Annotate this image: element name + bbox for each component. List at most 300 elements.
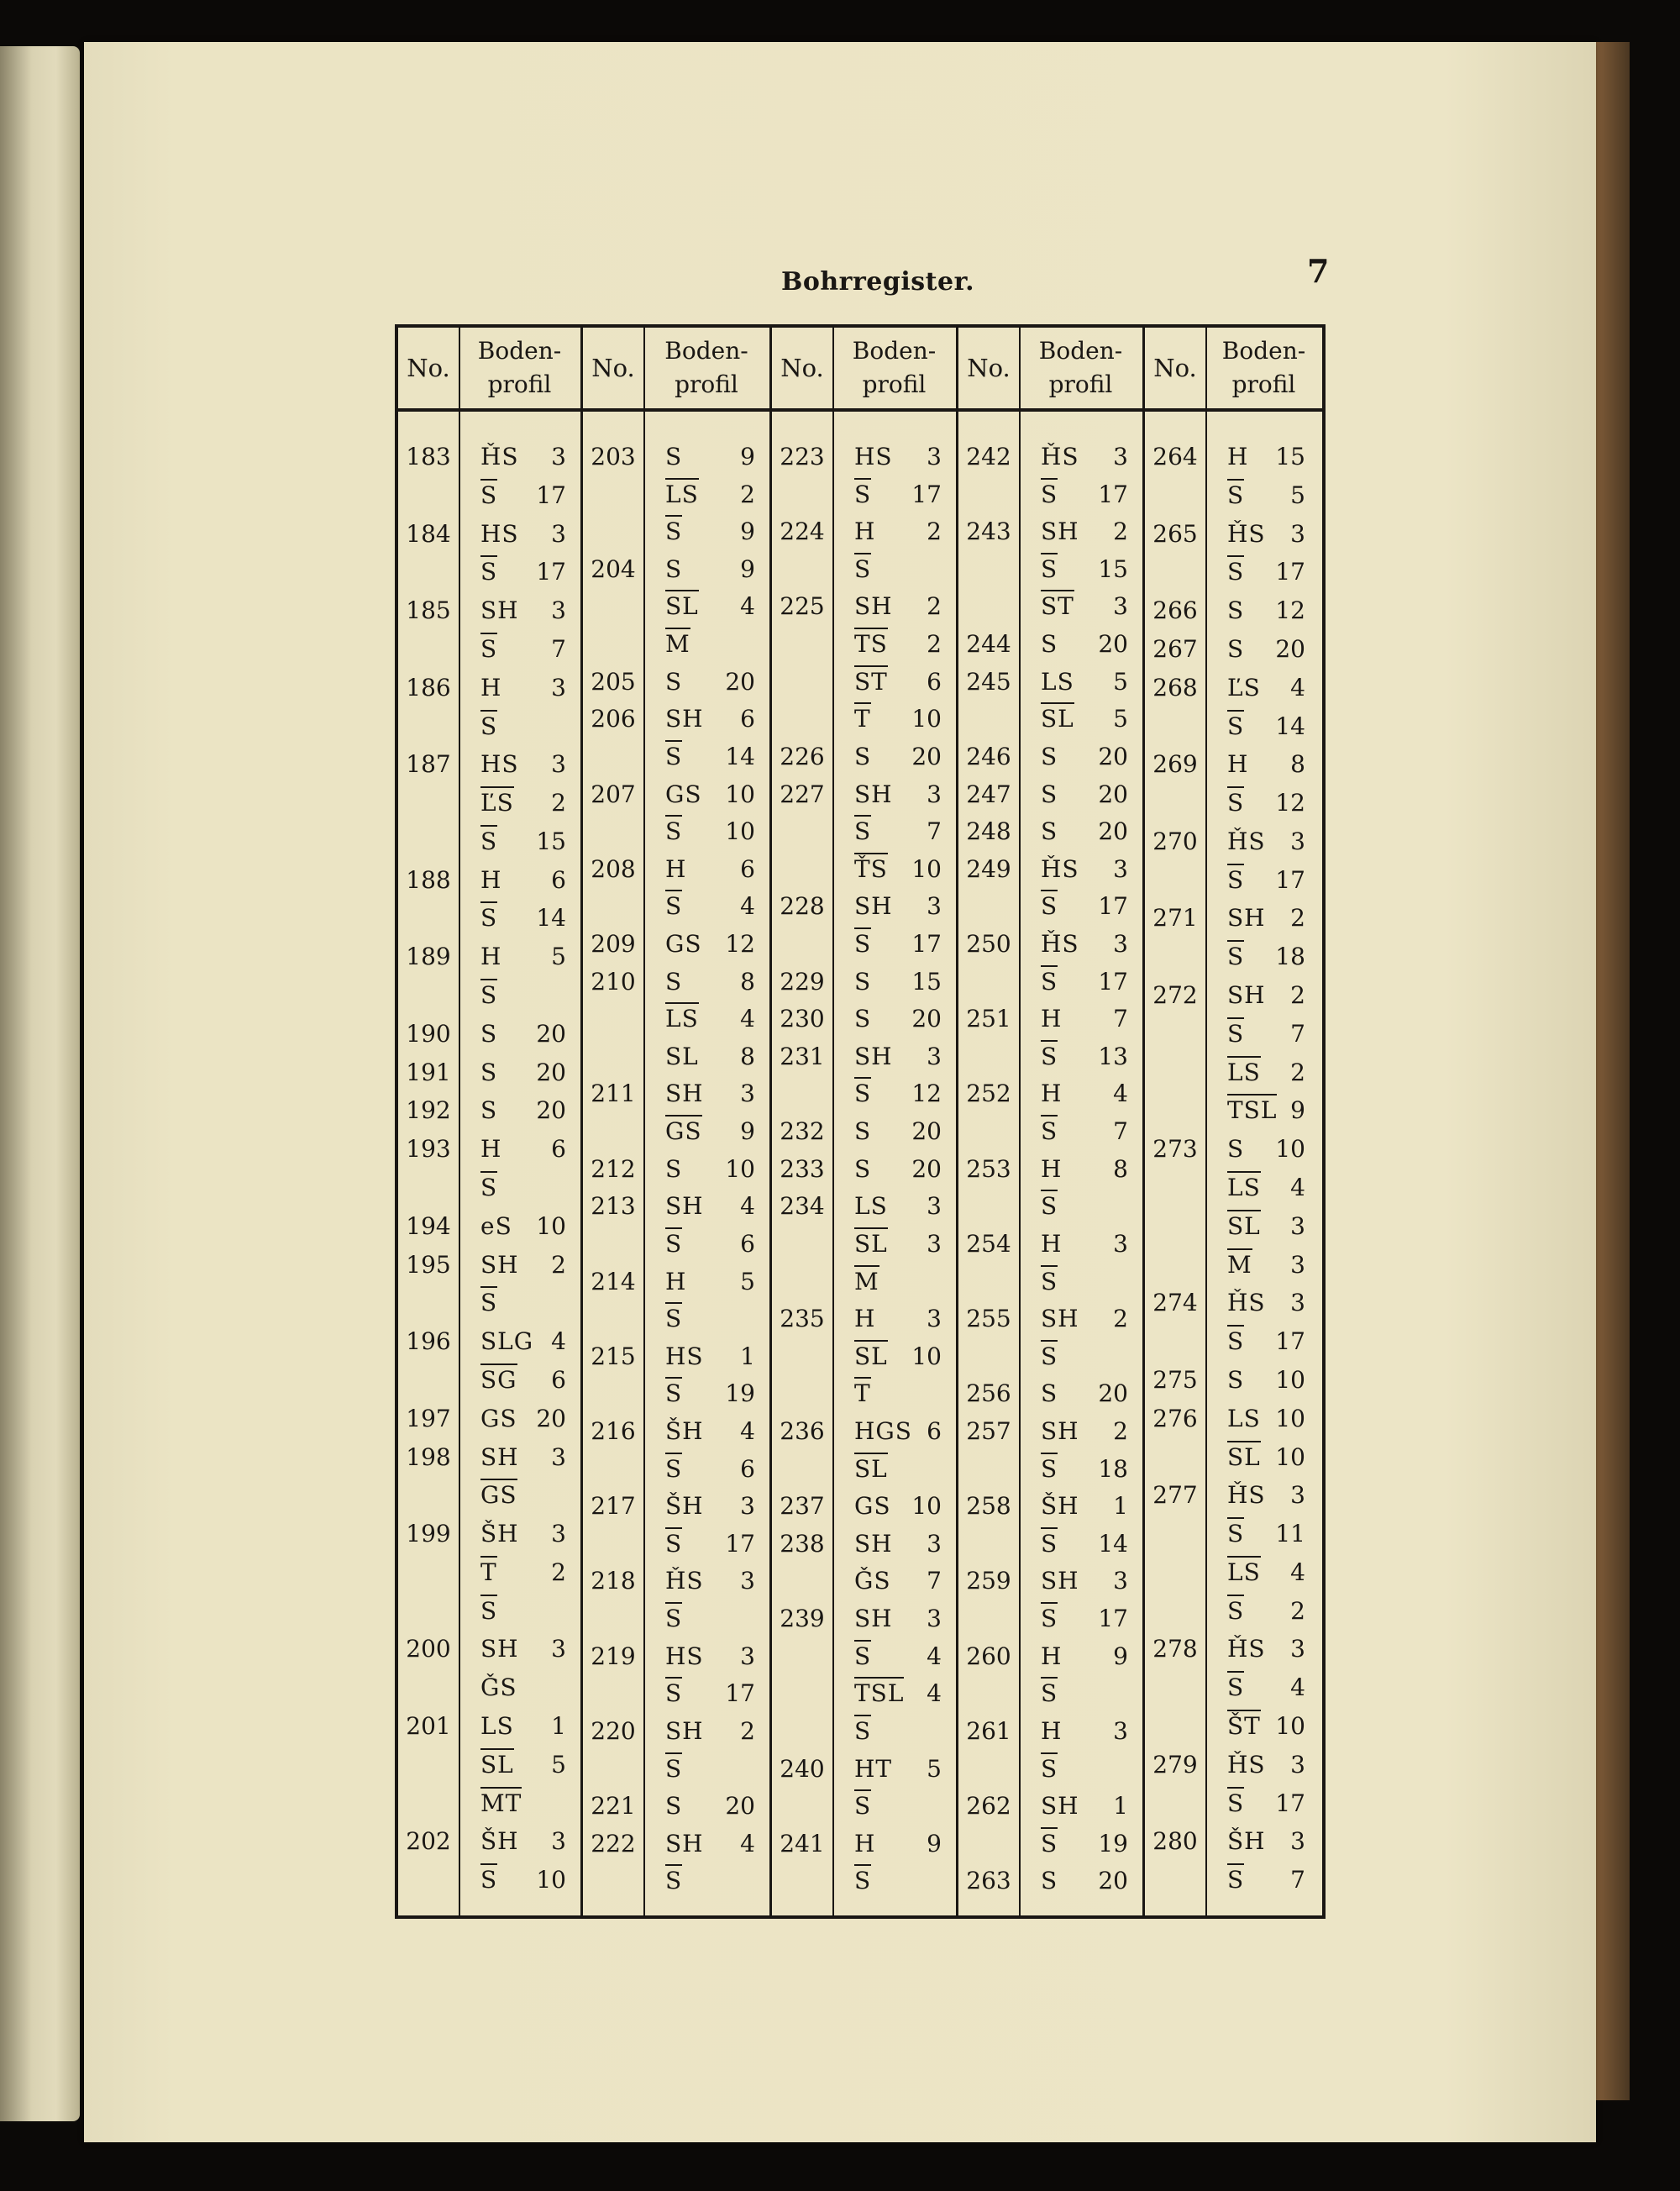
boring-number: 198 <box>406 1442 451 1471</box>
soil-code: S <box>665 1453 682 1484</box>
layer-thickness: 3 <box>740 1642 755 1670</box>
soil-code: S <box>854 1864 871 1896</box>
boring-number: 206 <box>591 705 636 733</box>
layer-thickness: 20 <box>911 1154 942 1183</box>
layer-thickness: 20 <box>536 1019 566 1048</box>
soil-code: S <box>1227 864 1244 896</box>
soil-code: S <box>1041 1527 1058 1559</box>
layer-thickness: 17 <box>536 481 566 509</box>
soil-profile-entry <box>1041 628 1128 661</box>
soil-code: S <box>1041 817 1058 846</box>
boring-number: 211 <box>591 1080 636 1108</box>
boring-number: 186 <box>406 673 451 701</box>
soil-profile-entry <box>480 901 566 935</box>
layer-thickness: 3 <box>740 1567 755 1595</box>
layer-thickness: 10 <box>911 1492 942 1521</box>
soil-code: H <box>665 854 687 883</box>
boring-number: 259 <box>966 1567 1011 1595</box>
layer-thickness: 3 <box>927 1229 942 1258</box>
layer-thickness: 3 <box>927 443 942 470</box>
soil-code: H <box>1041 1716 1063 1745</box>
soil-code: S <box>665 1302 682 1334</box>
soil-code: SL <box>854 1453 888 1484</box>
boring-number: 196 <box>406 1327 451 1356</box>
soil-code: SH <box>854 592 893 621</box>
header-boden-label: Boden- <box>477 337 562 365</box>
soil-profile-entry <box>665 1227 755 1261</box>
soil-code: HS <box>665 1342 704 1370</box>
soil-code: S <box>480 479 497 511</box>
boring-number: 214 <box>591 1267 636 1295</box>
layer-thickness: 20 <box>1098 742 1128 770</box>
layer-thickness: 20 <box>1098 817 1128 846</box>
soil-code: ȞS <box>1227 1635 1266 1663</box>
soil-profile-entry <box>480 1248 566 1282</box>
soil-code: S <box>665 554 683 583</box>
soil-profile-entry <box>1041 1040 1128 1074</box>
header-profil-label: profil <box>1231 370 1296 398</box>
layer-thickness: 3 <box>927 1305 942 1333</box>
layer-thickness: 12 <box>911 1080 942 1108</box>
layer-thickness: 2 <box>1290 904 1305 933</box>
soil-profile-entry <box>1041 553 1128 586</box>
soil-code: ȞS <box>1041 854 1079 883</box>
soil-code: S <box>1227 786 1244 818</box>
soil-profile-entry <box>1227 1748 1305 1782</box>
soil-code: ȞS <box>1227 1750 1266 1779</box>
soil-profile-entry <box>480 1132 566 1166</box>
soil-profile-entry <box>1041 1377 1128 1411</box>
soil-code: SH <box>480 596 519 625</box>
header-bodenprofil <box>1205 328 1322 408</box>
layer-thickness: 2 <box>1290 1596 1305 1625</box>
boring-number: 251 <box>966 1005 1011 1033</box>
soil-profile-entry <box>480 1825 566 1858</box>
boring-number: 240 <box>780 1754 825 1783</box>
layer-thickness: 10 <box>911 854 942 883</box>
layer-thickness: 6 <box>740 1454 755 1483</box>
header-profil-label: profil <box>675 370 738 398</box>
layer-thickness: 14 <box>1098 1529 1128 1558</box>
soil-code: T <box>854 702 871 734</box>
soil-profile-entry <box>665 1190 755 1223</box>
layer-thickness: 4 <box>1290 1673 1305 1702</box>
boring-number: 241 <box>780 1829 825 1857</box>
soil-profile-entry <box>480 979 566 1012</box>
header-boden-label: Boden- <box>1221 337 1306 365</box>
soil-code: S <box>480 825 497 857</box>
layer-thickness: 2 <box>1113 518 1128 546</box>
soil-code: S <box>1227 1863 1244 1895</box>
layer-thickness: 1 <box>1113 1792 1128 1821</box>
boring-number: 272 <box>1152 981 1198 1010</box>
soil-code: S <box>1041 1677 1058 1709</box>
soil-profile-entry <box>854 1640 942 1673</box>
layer-thickness: 3 <box>1113 1567 1128 1595</box>
soil-code: S <box>1227 1595 1244 1626</box>
layer-thickness: 10 <box>1275 1135 1305 1164</box>
register-column-block <box>772 328 958 1915</box>
soil-code: ȞS <box>1227 1289 1266 1317</box>
layer-thickness: 6 <box>551 1135 566 1164</box>
soil-profile-entry <box>1227 1325 1305 1358</box>
layer-thickness: 17 <box>536 558 566 586</box>
soil-code: S <box>1227 596 1245 625</box>
boring-number: 244 <box>966 630 1011 659</box>
soil-profile-entry <box>665 1415 755 1448</box>
header-boden-label: Boden- <box>1038 337 1123 365</box>
soil-code: SH <box>1041 1305 1079 1333</box>
soil-profile-entry <box>854 1002 942 1036</box>
soil-code: H <box>854 518 876 546</box>
soil-code: ŠH <box>665 1417 704 1445</box>
soil-code: H <box>1227 443 1249 470</box>
soil-code: S <box>854 553 871 585</box>
soil-profile-entry <box>1041 1490 1128 1523</box>
soil-code: S <box>665 967 683 996</box>
soil-code: SL <box>665 590 699 622</box>
soil-profile-entry <box>665 1527 755 1561</box>
column-body <box>1145 412 1322 1915</box>
soil-profile-entry <box>1227 1825 1305 1858</box>
soil-code: S <box>665 1227 682 1259</box>
layer-thickness: 3 <box>927 1192 942 1221</box>
boring-number: 271 <box>1152 904 1198 933</box>
layer-thickness: 17 <box>725 1529 755 1558</box>
soil-profile-entry <box>665 702 755 736</box>
soil-profile-entry <box>665 553 755 586</box>
soil-code: S <box>665 815 682 847</box>
layer-thickness: 3 <box>1290 827 1305 855</box>
soil-profile-entry <box>854 1453 942 1486</box>
layer-thickness: 10 <box>725 817 755 846</box>
layer-thickness: 7 <box>927 817 942 846</box>
soil-profile-entry <box>1041 1640 1128 1673</box>
soil-profile-entry <box>665 1490 755 1523</box>
soil-code: H <box>1041 1642 1063 1670</box>
layer-thickness: 17 <box>1275 865 1305 894</box>
soil-code: S <box>1041 478 1058 510</box>
soil-profile-entry <box>480 1094 566 1127</box>
boring-number: 253 <box>966 1154 1011 1183</box>
boring-number: 199 <box>406 1520 451 1548</box>
soil-profile-entry <box>665 1789 755 1823</box>
boring-number: 209 <box>591 930 636 958</box>
soil-profile-entry <box>854 702 942 736</box>
soil-code: S <box>480 555 497 587</box>
document-page <box>84 42 1596 2142</box>
layer-thickness: 10 <box>725 780 755 808</box>
soil-code: S <box>854 1789 871 1821</box>
layer-thickness: 20 <box>1098 1867 1128 1895</box>
layer-thickness: 17 <box>911 480 942 508</box>
soil-profile-entry <box>1041 1677 1128 1710</box>
layer-thickness: 3 <box>551 673 566 701</box>
soil-code: S <box>1041 1752 1058 1784</box>
layer-thickness: 18 <box>1275 943 1305 971</box>
soil-profile-entry <box>665 1827 755 1861</box>
soil-code: SH <box>1041 518 1079 546</box>
boring-number: 261 <box>966 1716 1011 1745</box>
header-no: No. <box>967 354 1011 382</box>
soil-code: S <box>665 515 682 547</box>
soil-profile-entry <box>854 1602 942 1636</box>
soil-code: ȞS <box>1041 443 1079 470</box>
soil-code: S <box>854 1117 872 1146</box>
boring-number: 242 <box>966 443 1011 470</box>
layer-thickness: 1 <box>551 1712 566 1741</box>
soil-profile-entry <box>480 825 566 859</box>
layer-thickness: 2 <box>927 630 942 659</box>
boring-number: 260 <box>966 1642 1011 1670</box>
boring-number: 243 <box>966 518 1011 546</box>
boring-number: 208 <box>591 854 636 883</box>
soil-profile-entry <box>665 890 755 923</box>
boring-number: 201 <box>406 1712 451 1741</box>
soil-profile-entry <box>1041 778 1128 812</box>
boring-number: 183 <box>406 443 451 470</box>
boring-number: 269 <box>1152 750 1198 779</box>
boring-number: 277 <box>1152 1481 1198 1510</box>
soil-code: S <box>1041 1379 1058 1408</box>
layer-thickness: 2 <box>927 518 942 546</box>
soil-code: S <box>1041 1602 1058 1634</box>
layer-thickness: 3 <box>1113 1229 1128 1258</box>
soil-profile-entry <box>854 740 942 774</box>
soil-profile-entry <box>1227 594 1305 628</box>
soil-profile-entry <box>854 1827 942 1861</box>
layer-thickness: 5 <box>1113 667 1128 696</box>
soil-profile-entry <box>854 628 942 661</box>
soil-profile-entry <box>1041 1752 1128 1786</box>
soil-profile-entry <box>1041 1302 1128 1336</box>
layer-thickness: 17 <box>911 930 942 958</box>
layer-thickness: 3 <box>927 780 942 808</box>
boring-number: 212 <box>591 1154 636 1183</box>
boring-number: 205 <box>591 667 636 696</box>
soil-code: SG <box>480 1363 517 1395</box>
soil-code: S <box>665 1527 682 1559</box>
layer-thickness: 6 <box>551 865 566 894</box>
soil-profile-entry <box>854 1265 942 1299</box>
soil-code: S <box>665 1864 682 1896</box>
soil-profile-entry <box>1041 665 1128 699</box>
soil-profile-entry <box>1041 1153 1128 1186</box>
layer-thickness: 9 <box>740 518 755 546</box>
soil-profile-entry <box>1227 940 1305 974</box>
soil-code: S <box>1041 1867 1058 1895</box>
layer-thickness: 3 <box>1113 1716 1128 1745</box>
layer-thickness: 4 <box>927 1679 942 1708</box>
layer-thickness: 6 <box>740 1229 755 1258</box>
soil-code: S <box>1041 780 1058 808</box>
soil-code: ǦS <box>854 1567 891 1595</box>
soil-code: S <box>665 1792 683 1821</box>
soil-code: SL <box>1227 1441 1261 1473</box>
soil-profile-entry <box>480 518 566 551</box>
layer-thickness: 3 <box>551 1827 566 1856</box>
soil-code: ŠH <box>480 1520 519 1548</box>
layer-thickness: 20 <box>1098 1379 1128 1408</box>
soil-code: GS <box>480 1479 517 1511</box>
layer-thickness: 10 <box>1275 1712 1305 1741</box>
column-body <box>583 412 769 1915</box>
boring-number: 192 <box>406 1096 451 1125</box>
page-title: Bohrregister. <box>781 267 975 297</box>
boring-number: 236 <box>780 1417 825 1445</box>
soil-profile-entry <box>665 1752 755 1786</box>
layer-thickness: 8 <box>740 967 755 996</box>
soil-code: SL <box>1227 1210 1261 1242</box>
soil-profile-entry <box>1227 825 1305 859</box>
boring-number: 197 <box>406 1404 451 1432</box>
layer-thickness: 6 <box>740 854 755 883</box>
layer-thickness: 19 <box>725 1379 755 1408</box>
soil-profile-entry <box>665 515 755 549</box>
soil-profile-entry <box>1041 1190 1128 1223</box>
layer-thickness: 2 <box>740 480 755 508</box>
soil-code: SH <box>854 1042 893 1070</box>
soil-profile-entry <box>854 665 942 699</box>
soil-code: SH <box>665 1829 704 1857</box>
layer-thickness: 3 <box>740 1080 755 1108</box>
soil-profile-entry <box>854 1564 942 1598</box>
soil-code: HS <box>854 443 893 470</box>
soil-code: H <box>1041 1080 1063 1108</box>
soil-code: SH <box>1041 1417 1079 1445</box>
soil-code: LS <box>665 478 699 510</box>
boring-number: 226 <box>780 742 825 770</box>
layer-thickness: 12 <box>725 930 755 958</box>
boring-number: 193 <box>406 1135 451 1164</box>
layer-thickness: 2 <box>1113 1305 1128 1333</box>
soil-code: S <box>1227 940 1244 972</box>
soil-profile-entry <box>1227 1517 1305 1551</box>
soil-code: SH <box>1227 981 1266 1010</box>
header-profil-label: profil <box>487 370 552 398</box>
soil-profile-entry <box>480 1517 566 1551</box>
column-body <box>958 412 1142 1915</box>
boring-number: 239 <box>780 1605 825 1633</box>
soil-profile-entry <box>1227 864 1305 897</box>
layer-thickness: 3 <box>1290 519 1305 548</box>
soil-profile-entry <box>665 1265 755 1299</box>
soil-code: S <box>1227 1671 1244 1703</box>
layer-thickness: 8 <box>1113 1154 1128 1183</box>
soil-code: S <box>1227 710 1244 742</box>
facing-page-edge <box>0 46 80 2121</box>
soil-profile-entry <box>854 1677 942 1710</box>
soil-profile-entry <box>1041 1340 1128 1374</box>
layer-thickness: 9 <box>740 443 755 470</box>
layer-thickness: 20 <box>1275 634 1305 663</box>
layer-thickness: 14 <box>536 904 566 933</box>
soil-profile-entry <box>480 1286 566 1320</box>
header-no: No. <box>780 354 824 382</box>
boring-number: 273 <box>1152 1135 1198 1164</box>
soil-code: S <box>665 740 682 772</box>
layer-thickness: 17 <box>1098 892 1128 921</box>
register-column-block <box>398 328 583 1915</box>
soil-code: SH <box>665 1192 704 1221</box>
soil-profile-entry <box>854 1789 942 1823</box>
layer-thickness: 10 <box>536 1866 566 1894</box>
soil-code: H <box>854 1305 876 1333</box>
layer-thickness: 11 <box>1275 1520 1305 1548</box>
layer-thickness: 9 <box>740 1117 755 1146</box>
soil-code: SH <box>1227 904 1266 933</box>
layer-thickness: 3 <box>551 750 566 779</box>
column-header <box>398 328 580 412</box>
soil-profile-entry <box>1227 1863 1305 1897</box>
soil-profile-entry <box>1227 710 1305 743</box>
soil-profile-entry <box>665 1002 755 1036</box>
soil-profile-entry <box>665 1677 755 1710</box>
boring-number: 279 <box>1152 1750 1198 1779</box>
soil-code: ȞS <box>1227 827 1266 855</box>
soil-profile-entry <box>480 1210 566 1243</box>
boring-number: 227 <box>780 780 825 808</box>
soil-code: S <box>1041 1040 1058 1072</box>
boring-number: 257 <box>966 1417 1011 1445</box>
layer-thickness: 4 <box>740 592 755 621</box>
soil-code: S <box>665 1377 682 1409</box>
soil-code: S <box>665 1752 682 1784</box>
soil-code: S <box>1041 1453 1058 1484</box>
soil-code: eS <box>480 1211 512 1240</box>
soil-code: S <box>854 478 871 510</box>
boring-number: 247 <box>966 780 1011 808</box>
soil-profile-entry <box>1041 1265 1128 1299</box>
soil-code: S <box>1041 965 1058 997</box>
soil-code: H <box>1041 1005 1063 1033</box>
soil-code: HGS <box>854 1417 912 1445</box>
soil-profile-entry <box>854 1340 942 1374</box>
soil-profile-entry <box>854 1115 942 1148</box>
layer-thickness: 20 <box>1098 630 1128 659</box>
soil-profile-entry <box>1227 1248 1305 1282</box>
soil-profile-entry <box>1041 1864 1128 1898</box>
soil-profile-entry <box>665 1602 755 1636</box>
soil-code: ȞS <box>1227 519 1266 548</box>
soil-profile-entry <box>854 1153 942 1186</box>
soil-profile-entry <box>665 815 755 849</box>
layer-thickness: 6 <box>927 1417 942 1445</box>
soil-profile-entry <box>665 478 755 512</box>
layer-thickness: 17 <box>1098 967 1128 996</box>
soil-profile-entry <box>1227 901 1305 935</box>
soil-code: S <box>665 1602 682 1634</box>
soil-profile-entry <box>1041 1115 1128 1148</box>
layer-thickness: 3 <box>1113 443 1128 470</box>
layer-thickness: 5 <box>551 943 566 971</box>
header-profil-label: profil <box>862 370 927 398</box>
soil-code: ŠH <box>665 1492 704 1521</box>
soil-profile-entry <box>1227 555 1305 589</box>
soil-code: S <box>1227 1325 1244 1357</box>
soil-code: S <box>1041 1340 1058 1372</box>
column-header <box>583 328 769 412</box>
layer-thickness: 3 <box>927 1042 942 1070</box>
soil-profile-entry <box>480 1595 566 1628</box>
bohrregister-table <box>395 324 1326 1919</box>
layer-thickness: 3 <box>740 1492 755 1521</box>
soil-code: M <box>1227 1248 1252 1280</box>
soil-profile-entry <box>480 479 566 512</box>
layer-thickness: 6 <box>740 705 755 733</box>
layer-thickness: 3 <box>551 1442 566 1471</box>
layer-thickness: 3 <box>927 1605 942 1633</box>
